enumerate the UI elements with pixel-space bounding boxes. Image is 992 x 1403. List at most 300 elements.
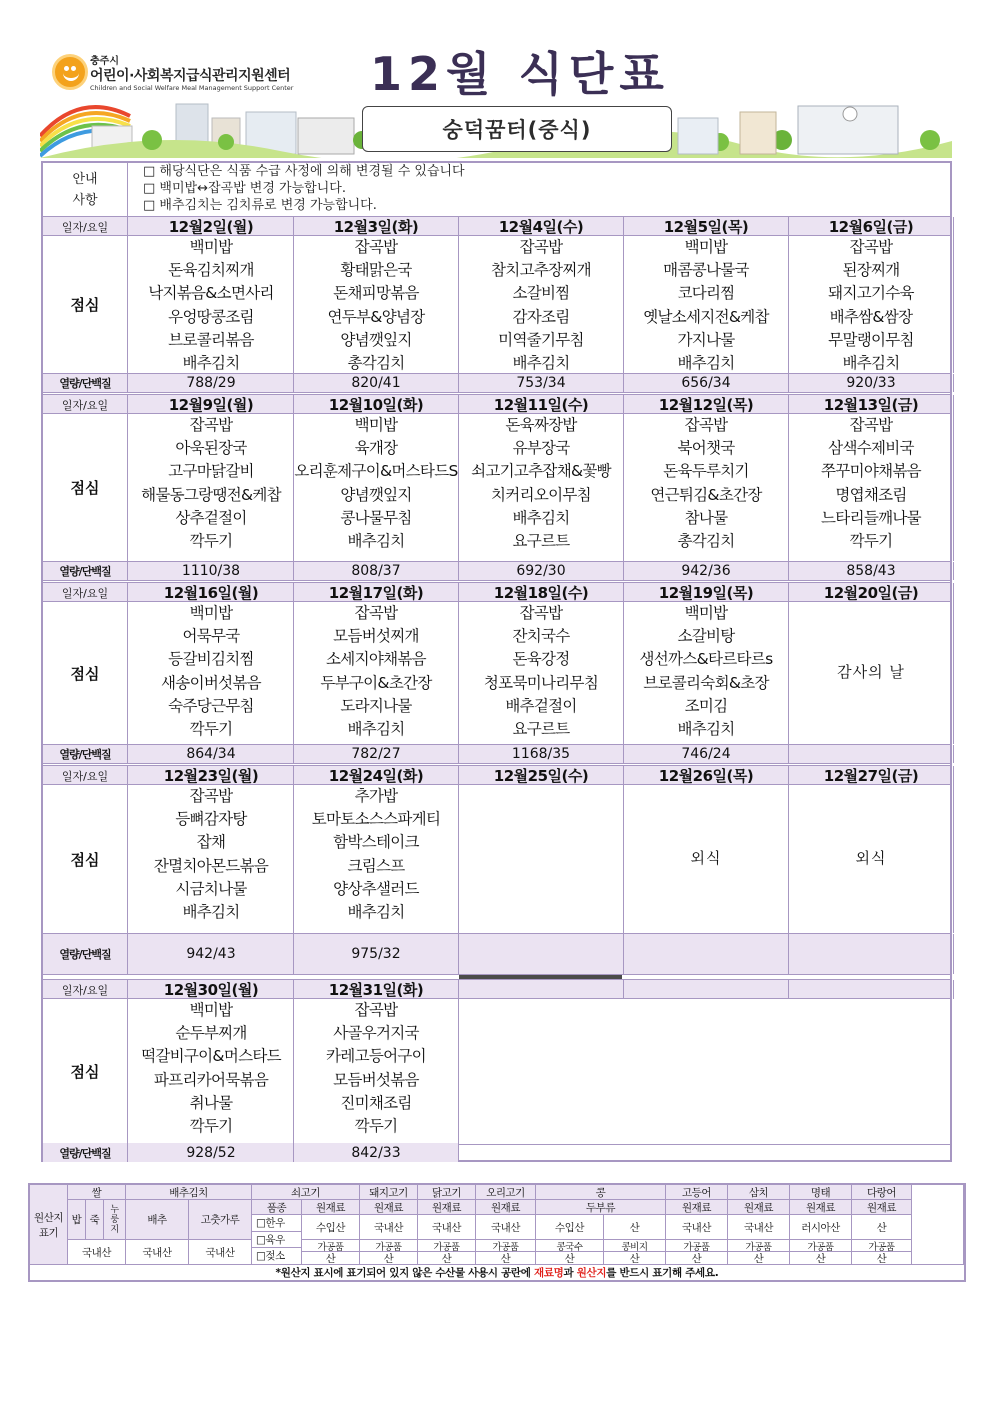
footnote-part: 를 반드시 표기해 주세요. <box>606 1267 719 1279</box>
menu-item: 순두부찌개 <box>175 1024 247 1043</box>
menu-item: 고구마닭갈비 <box>168 462 254 481</box>
menu-item: 등뼈감자탕 <box>175 810 247 829</box>
origin-beef-grade: □젖소 <box>252 1248 302 1265</box>
origin-col-head: 삼치 <box>728 1185 790 1200</box>
menu-item: 깍두기 <box>189 720 233 739</box>
origin-beef-grade-head: 품종 <box>252 1200 302 1215</box>
menu-item: 외식 <box>855 849 887 868</box>
origin-processed-value: 산 <box>728 1252 790 1265</box>
origin-raw-value: 수입산 <box>536 1215 604 1240</box>
origin-processed-value: 산 <box>536 1252 604 1265</box>
origin-col-head: 닭고기 <box>418 1185 476 1200</box>
menu-item: 배추김치 <box>347 720 405 739</box>
kcal-row <box>43 374 950 393</box>
menu-table <box>41 161 952 1162</box>
origin-bean-sub: 두부류 <box>536 1200 666 1215</box>
kcal-cell: 942/43 <box>129 934 294 974</box>
menu-cell <box>294 414 459 561</box>
menu-item: 진미채조림 <box>340 1093 412 1112</box>
menu-item: 백미밥 <box>189 604 233 622</box>
menu-item: 크림스프 <box>347 856 405 875</box>
kcal-cell <box>459 934 624 974</box>
origin-col-head: 명태 <box>790 1185 852 1200</box>
footnote-part: *원산지 표시에 표기되어 있지 않은 수산물 사용시 공란에 <box>275 1267 534 1279</box>
origin-rice-sub: 밥 <box>68 1200 86 1240</box>
menu-item: 총각김치 <box>347 354 405 373</box>
menu-item: 배추김치 <box>182 354 240 373</box>
menu-item: 등갈비김치찜 <box>168 650 254 669</box>
org-english-name: Children and Social Welfare Meal Management Support Center <box>90 84 294 92</box>
menu-cell <box>624 602 789 744</box>
menu-item: 잔치국수 <box>512 627 570 646</box>
origin-beef-grade: □한우 <box>252 1215 302 1232</box>
kcal-cell: 920/33 <box>789 374 954 392</box>
menu-item: 치커리오이무침 <box>491 485 591 504</box>
lunch-row <box>43 999 950 1145</box>
kcal-cell <box>789 745 954 763</box>
origin-raw-value: 국내산 <box>476 1215 536 1240</box>
menu-item: 상추겉절이 <box>175 508 247 527</box>
page-header <box>40 38 952 158</box>
empty-area <box>459 999 950 1144</box>
menu-item: 해물동그랑땡전&케찹 <box>141 485 281 504</box>
kcal-cell: 692/30 <box>459 562 624 580</box>
menu-item: 연근튀김&초간장 <box>650 485 762 504</box>
menu-cell <box>789 414 954 561</box>
menu-item: 두부구이&초간장 <box>320 673 432 692</box>
menu-item: 잡곡밥 <box>519 604 563 622</box>
kcal-cell: 864/34 <box>129 745 294 763</box>
menu-item: 시금치나물 <box>175 879 247 898</box>
origin-raw-value: 국내산 <box>728 1215 790 1240</box>
menu-cell <box>624 785 789 933</box>
date-cell: 12월10일(화) <box>294 395 459 414</box>
menu-item: 깍두기 <box>189 532 233 551</box>
date-cell: 12월31일(화) <box>294 980 459 999</box>
menu-item: 잡곡밥 <box>354 1001 398 1019</box>
menu-item: 브로콜리숙회&초장 <box>643 673 769 692</box>
org-name: 어린이·사회복지급식관리지원센터 <box>90 68 291 84</box>
smiley-logo-icon <box>52 54 88 90</box>
menu-item: 외식 <box>690 849 722 868</box>
menu-item: 육개장 <box>354 439 398 458</box>
date-header-row <box>43 394 950 414</box>
origin-processed-label: 가공품 <box>790 1240 852 1252</box>
origin-col-head: 다랑어 <box>852 1185 912 1200</box>
origin-processed-value: 산 <box>360 1252 418 1265</box>
menu-item: 돈육김치찌개 <box>168 261 254 280</box>
kcal-label: 열량/단백질 <box>43 1143 128 1162</box>
menu-item: 배추김치 <box>182 903 240 922</box>
origin-label-line: 원산지 <box>34 1211 63 1224</box>
menu-item: 백미밥 <box>684 238 728 256</box>
menu-item: 소세지야채볶음 <box>326 650 426 669</box>
date-header-row <box>43 765 950 785</box>
menu-item: 양상추샐러드 <box>333 879 419 898</box>
kcal-cell: 820/41 <box>294 374 459 392</box>
notice-label-line: 사항 <box>72 192 98 208</box>
kcal-row <box>43 745 950 764</box>
menu-item: 배추겉절이 <box>505 696 577 715</box>
origin-beef-grade: □육우 <box>252 1232 302 1249</box>
origin-rice-sub: 누룽지 <box>104 1200 126 1240</box>
lunch-row <box>43 236 950 374</box>
menu-item: 황태맑은국 <box>340 261 412 280</box>
date-cell: 12월16일(월) <box>129 583 294 602</box>
date-cell: 12월13일(금) <box>789 395 954 414</box>
kcal-cell: 746/24 <box>624 745 789 763</box>
menu-item: 잡곡밥 <box>189 787 233 805</box>
menu-item: 명엽채조림 <box>835 485 907 504</box>
footnote-part: 과 <box>563 1267 577 1279</box>
menu-cell <box>789 602 954 744</box>
date-cell: 12월12일(목) <box>624 395 789 414</box>
menu-item: 코다리찜 <box>677 284 735 303</box>
date-day-label: 일자/요일 <box>43 217 128 236</box>
origin-kimchi-head: 배추김치 <box>126 1185 252 1200</box>
menu-item: 추가밥 <box>354 787 398 805</box>
menu-item: 참치고추장찌개 <box>491 261 591 280</box>
origin-beef-raw-value: 수입산 <box>302 1215 360 1240</box>
origin-processed-label: 가공품 <box>852 1240 912 1252</box>
origin-raw-value: 산 <box>604 1215 666 1240</box>
kcal-cell: 975/32 <box>294 934 459 974</box>
menu-item: 숙주당근무침 <box>168 696 254 715</box>
menu-item: 모듬버섯볶음 <box>333 1070 419 1089</box>
date-day-label: 일자/요일 <box>43 766 128 785</box>
menu-item: 파프리카어묵볶음 <box>153 1070 269 1089</box>
lunch-row <box>43 602 950 745</box>
menu-item: 무말랭이무침 <box>828 330 914 349</box>
origin-col-head: 돼지고기 <box>360 1185 418 1200</box>
origin-processed-label: 가공품 <box>728 1240 790 1252</box>
menu-item: 돈육두루치기 <box>663 462 749 481</box>
origin-processed-label: 가공품 <box>302 1240 360 1252</box>
menu-cell <box>789 236 954 373</box>
menu-item: 양념깻잎지 <box>340 485 412 504</box>
date-cell: 12월24일(화) <box>294 766 459 785</box>
school-name-box: 숭덕꿈터(중식) <box>362 106 672 152</box>
page-title: 12월 식단표 <box>370 47 670 101</box>
menu-item: 돈육짜장밥 <box>505 416 577 434</box>
origin-label <box>30 1185 68 1265</box>
menu-item: 감사의 날 <box>837 663 905 682</box>
kcal-cell: 942/36 <box>624 562 789 580</box>
date-header-row <box>43 582 950 602</box>
menu-cell <box>294 785 459 933</box>
origin-label-line: 표기 <box>38 1226 59 1239</box>
menu-item: 어묵무국 <box>182 627 240 646</box>
origin-rice-sub: 죽 <box>86 1200 104 1240</box>
menu-cell <box>459 414 624 561</box>
origin-col-head: 고등어 <box>666 1185 728 1200</box>
menu-item: 배추김치 <box>347 532 405 551</box>
date-cell: 12월2일(월) <box>129 217 294 236</box>
date-cell: 12월27일(금) <box>789 766 954 785</box>
origin-col-head: 오리고기 <box>476 1185 536 1200</box>
menu-item: 잡곡밥 <box>849 238 893 256</box>
menu-cell <box>624 236 789 373</box>
menu-item: 배추김치 <box>347 903 405 922</box>
menu-item: 새송이버섯볶음 <box>161 673 261 692</box>
menu-item: 감자조림 <box>512 307 570 326</box>
menu-item: 잔멸치아몬드볶음 <box>153 856 269 875</box>
menu-item: 연두부&양념장 <box>327 307 425 326</box>
menu-item: 오리훈제구이&머스타드S <box>294 462 458 481</box>
menu-item: 배추김치 <box>677 720 735 739</box>
menu-cell <box>459 602 624 744</box>
menu-item: 생선까스&타르타르s <box>639 650 773 669</box>
menu-item: 함박스테이크 <box>333 833 419 852</box>
menu-item: 돈육강정 <box>512 650 570 669</box>
origin-processed-label: 가공품 <box>666 1240 728 1252</box>
date-cell: 12월18일(수) <box>459 583 624 602</box>
origin-processed-value: 산 <box>604 1252 666 1265</box>
origin-kimchi-sub: 배추 <box>126 1200 189 1240</box>
menu-item: 우엉땅콩조림 <box>168 307 254 326</box>
kcal-cell: 1110/38 <box>129 562 294 580</box>
menu-item: 양념깻잎지 <box>340 330 412 349</box>
menu-item: 잡곡밥 <box>684 416 728 434</box>
menu-item: 사골우거지국 <box>333 1024 419 1043</box>
date-cell: 12월19일(목) <box>624 583 789 602</box>
origin-kimchi-sub: 고춧가루 <box>189 1200 252 1240</box>
date-day-label: 일자/요일 <box>43 980 128 999</box>
menu-item: 가지나물 <box>677 330 735 349</box>
menu-item: 깍두기 <box>849 532 893 551</box>
menu-item: 잡채 <box>196 833 226 852</box>
menu-item: 낙지볶음&소면사리 <box>148 284 274 303</box>
date-cell <box>624 980 789 999</box>
notice-row <box>43 163 950 217</box>
origin-rice-value: 국내산 <box>68 1240 126 1265</box>
kcal-cell: 753/34 <box>459 374 624 392</box>
menu-item: 참나물 <box>684 508 728 527</box>
origin-processed-value: 산 <box>790 1252 852 1265</box>
kcal-cell: 808/37 <box>294 562 459 580</box>
menu-item: 배추김치 <box>677 354 735 373</box>
footnote-part: 재료명 <box>533 1267 564 1279</box>
menu-cell <box>294 236 459 373</box>
menu-cell <box>789 785 954 933</box>
menu-item: 백미밥 <box>189 1001 233 1019</box>
origin-processed-value: 산 <box>476 1252 536 1265</box>
origin-processed-value: 산 <box>852 1252 912 1265</box>
notice-line: □ 배추김치는 김치류로 변경 가능합니다. <box>143 198 377 213</box>
menu-item: 잡곡밥 <box>189 416 233 434</box>
menu-cell <box>129 785 294 933</box>
date-cell: 12월4일(수) <box>459 217 624 236</box>
menu-item: 소갈비탕 <box>677 627 735 646</box>
kcal-label: 열량/단백질 <box>43 934 128 974</box>
origin-col-sub: 원재료 <box>728 1200 790 1215</box>
date-cell: 12월30일(월) <box>129 980 294 999</box>
menu-cell <box>129 236 294 373</box>
menu-item: 아욱된장국 <box>175 439 247 458</box>
origin-raw-value: 국내산 <box>360 1215 418 1240</box>
origin-kimchi-value: 국내산 <box>126 1240 189 1265</box>
origin-processed-value: 산 <box>666 1252 728 1265</box>
menu-cell <box>294 602 459 744</box>
footnote-part: 원산지 <box>576 1267 607 1279</box>
origin-kimchi-value: 국내산 <box>189 1240 252 1265</box>
kcal-label: 열량/단백질 <box>43 745 128 763</box>
origin-footnote <box>30 1265 964 1280</box>
origin-table <box>28 1183 966 1282</box>
menu-item: 잡곡밥 <box>519 238 563 256</box>
menu-item: 느타리들깨나물 <box>821 508 921 527</box>
lunch-label: 점심 <box>43 414 128 561</box>
date-cell: 12월3일(화) <box>294 217 459 236</box>
menu-item: 백미밥 <box>189 238 233 256</box>
date-cell: 12월23일(월) <box>129 766 294 785</box>
date-cell: 12월17일(화) <box>294 583 459 602</box>
menu-item: 취나물 <box>189 1093 233 1112</box>
menu-cell <box>129 602 294 744</box>
date-day-label: 일자/요일 <box>43 583 128 602</box>
origin-col-sub: 원재료 <box>476 1200 536 1215</box>
kcal-cell: 858/43 <box>789 562 954 580</box>
origin-processed-label: 가공품 <box>360 1240 418 1252</box>
notice-lines <box>143 163 465 214</box>
date-cell: 12월25일(수) <box>459 766 624 785</box>
menu-item: 배추김치 <box>842 354 900 373</box>
menu-item: 쭈꾸미야채볶음 <box>821 462 921 481</box>
menu-item: 삼색수제비국 <box>828 439 914 458</box>
kcal-label: 열량/단백질 <box>43 374 128 392</box>
menu-item: 북어챗국 <box>677 439 735 458</box>
date-cell <box>789 980 954 999</box>
menu-item: 유부장국 <box>512 439 570 458</box>
date-cell: 12월20일(금) <box>789 583 954 602</box>
kcal-label: 열량/단백질 <box>43 562 128 580</box>
date-cell: 12월5일(목) <box>624 217 789 236</box>
menu-item: 깍두기 <box>354 1117 398 1136</box>
menu-item: 잡곡밥 <box>354 604 398 622</box>
menu-item: 모듬버섯찌개 <box>333 627 419 646</box>
menu-item: 깍두기 <box>189 1117 233 1136</box>
origin-empty-col <box>912 1185 964 1265</box>
menu-cell <box>294 999 459 1144</box>
menu-cell <box>459 236 624 373</box>
menu-item: 미역줄기무침 <box>498 330 584 349</box>
notice-line: □ 백미밥↔잡곡밥 변경 가능합니다. <box>143 181 346 196</box>
menu-item: 청포묵미나리무침 <box>483 673 599 692</box>
menu-item: 돈채피망볶음 <box>333 284 419 303</box>
origin-bean-head: 콩 <box>536 1185 666 1200</box>
menu-item: 요구르트 <box>512 532 570 551</box>
kcal-row <box>43 934 950 975</box>
origin-processed-value: 산 <box>302 1252 360 1265</box>
date-header-row <box>43 979 950 999</box>
menu-cell <box>129 414 294 561</box>
menu-item: 조미김 <box>684 696 728 715</box>
origin-bean-processed: 콩비지 <box>604 1240 666 1252</box>
menu-item: 요구르트 <box>512 720 570 739</box>
origin-processed-label: 가공품 <box>476 1240 536 1252</box>
menu-item: 백미밥 <box>354 416 398 434</box>
origin-beef-src-head: 원재료 <box>302 1200 360 1215</box>
lunch-label: 점심 <box>43 785 128 933</box>
date-cell: 12월26일(목) <box>624 766 789 785</box>
origin-processed-value: 산 <box>418 1252 476 1265</box>
origin-col-sub: 원재료 <box>666 1200 728 1215</box>
origin-col-sub: 원재료 <box>790 1200 852 1215</box>
menu-item: 잡곡밥 <box>354 238 398 256</box>
kcal-cell: 788/29 <box>129 374 294 392</box>
lunch-label: 점심 <box>43 602 128 744</box>
origin-beef-head: 쇠고기 <box>252 1185 360 1200</box>
org-city: 충주시 <box>90 56 119 67</box>
menu-item: 도라지나물 <box>340 696 412 715</box>
menu-cell <box>624 414 789 561</box>
notice-line: □ 해당식단은 식품 수급 사정에 의해 변경될 수 있습니다 <box>143 164 465 179</box>
kcal-cell: 782/27 <box>294 745 459 763</box>
menu-item: 브로콜리볶음 <box>168 330 254 349</box>
origin-col-sub: 원재료 <box>852 1200 912 1215</box>
menu-item: 콩나물무침 <box>340 508 412 527</box>
kcal-cell: 1168/35 <box>459 745 624 763</box>
menu-item: 토마토소스스파게티 <box>311 810 441 829</box>
date-cell: 12월11일(수) <box>459 395 624 414</box>
kcal-cell <box>789 934 954 974</box>
origin-raw-value: 국내산 <box>418 1215 476 1240</box>
lunch-label: 점심 <box>43 999 128 1144</box>
date-header-row <box>43 216 950 236</box>
menu-cell <box>129 999 294 1144</box>
origin-raw-value: 산 <box>852 1215 912 1240</box>
notice-label <box>43 163 128 216</box>
menu-item: 매콤콩나물국 <box>663 261 749 280</box>
kcal-cell: 842/33 <box>294 1143 459 1162</box>
origin-rice-head: 쌀 <box>68 1185 126 1200</box>
menu-item: 배추쌈&쌈장 <box>829 307 913 326</box>
notice-label-line: 안내 <box>72 171 98 187</box>
menu-item: 배추김치 <box>512 354 570 373</box>
menu-item: 카레고등어구이 <box>326 1047 426 1066</box>
menu-item: 백미밥 <box>684 604 728 622</box>
date-cell: 12월9일(월) <box>129 395 294 414</box>
date-cell: 12월6일(금) <box>789 217 954 236</box>
kcal-row <box>43 562 950 581</box>
menu-item: 쇠고기고추잡채&꽃빵 <box>471 462 611 481</box>
date-day-label: 일자/요일 <box>43 395 128 414</box>
origin-col-sub: 원재료 <box>418 1200 476 1215</box>
menu-item: 된장찌개 <box>842 261 900 280</box>
origin-raw-value: 국내산 <box>666 1215 728 1240</box>
origin-raw-value: 러시아산 <box>790 1215 852 1240</box>
kcal-cell <box>624 934 789 974</box>
lunch-label: 점심 <box>43 236 128 373</box>
menu-item: 총각김치 <box>677 532 735 551</box>
origin-bean-processed: 콩국수 <box>536 1240 604 1252</box>
menu-item: 돼지고기수육 <box>828 284 914 303</box>
menu-item: 옛날소세지전&케찹 <box>643 307 769 326</box>
date-cell <box>459 980 624 999</box>
menu-cell <box>459 785 624 933</box>
lunch-row <box>43 414 950 562</box>
kcal-row <box>43 1143 459 1162</box>
menu-item: 배추김치 <box>512 508 570 527</box>
origin-col-sub: 원재료 <box>360 1200 418 1215</box>
kcal-cell: 656/34 <box>624 374 789 392</box>
menu-item: 떡갈비구이&머스타드 <box>141 1047 281 1066</box>
origin-processed-label: 가공품 <box>418 1240 476 1252</box>
menu-item: 소갈비찜 <box>512 284 570 303</box>
kcal-cell: 928/52 <box>129 1143 294 1162</box>
lunch-row <box>43 785 950 934</box>
menu-item: 잡곡밥 <box>849 416 893 434</box>
